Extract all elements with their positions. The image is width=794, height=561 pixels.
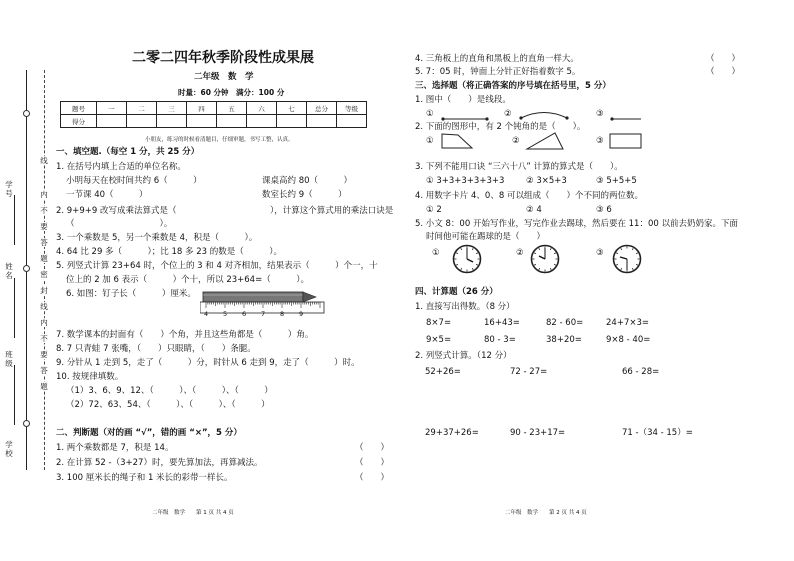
score-input-cell[interactable] bbox=[187, 115, 217, 128]
judge-answer-3[interactable]: （ ） bbox=[355, 473, 390, 483]
seal-line-char: 密 bbox=[40, 270, 48, 279]
section3-title: 三、选择题（将正确答案的序号填在括号里，5 分） bbox=[415, 81, 611, 91]
score-input-cell[interactable] bbox=[337, 115, 367, 128]
q10-text: 10. 按规律填数。 bbox=[56, 372, 124, 382]
score-header-cell: 等级 bbox=[337, 102, 367, 115]
direct-calc-item[interactable]: 24+7×3= bbox=[606, 318, 649, 328]
direct-calc-item[interactable]: 16+43= bbox=[484, 318, 520, 328]
section4-title: 四、计算题（26 分） bbox=[415, 287, 498, 297]
seal-line-char: 内 bbox=[40, 190, 48, 199]
q4-text: 4. 64 比 29 多（ ）；比 18 多 23 的数是（ ）。 bbox=[56, 247, 282, 257]
section2-title: 二、判断题（对的画 “√”，错的画 “×”，5 分） bbox=[56, 428, 242, 438]
s3-q4-text: 4. 用数字卡片 4、0、8 可以组成（ ）个不同的两位数。 bbox=[415, 191, 643, 201]
q6-text: 6. 如图：钉子长（ ）厘米。 bbox=[66, 289, 196, 299]
score-input-cell[interactable] bbox=[127, 115, 157, 128]
q2b-text: （ ）。 bbox=[66, 219, 173, 229]
name-label: 姓名 bbox=[5, 262, 13, 280]
seal-line-char: 线 bbox=[40, 302, 48, 311]
vertical-calc-item[interactable]: 52+26= bbox=[425, 367, 461, 377]
q1-text: 1. 在括号内填上合适的单位名称。 bbox=[56, 162, 186, 172]
seal-line-char: 题 bbox=[40, 254, 48, 263]
judge-answer-4[interactable]: （ ） bbox=[706, 54, 741, 64]
q5-text: 5. 列竖式计算 23+64 时，个位上的 3 和 4 对齐相加，结果表示（ ）个一，十 bbox=[56, 261, 378, 271]
q1b-text: 课桌高约 80（ ） bbox=[262, 176, 353, 186]
s3-q3-opt-2: ② 3×5+3 bbox=[526, 176, 567, 186]
s3-q4-opt-1: ① 2 bbox=[426, 205, 442, 215]
ruler-tick-label: 9 bbox=[299, 310, 304, 318]
clock-marker-2: ② bbox=[516, 248, 524, 258]
score-input-cell[interactable] bbox=[247, 115, 277, 128]
class-write-line bbox=[14, 365, 15, 425]
judge-answer-1[interactable]: （ ） bbox=[355, 443, 390, 453]
score-input-cell[interactable] bbox=[217, 115, 247, 128]
score-input-cell[interactable] bbox=[157, 115, 187, 128]
ruler-tick-label: 8 bbox=[280, 310, 285, 318]
score-input-cell[interactable] bbox=[277, 115, 307, 128]
judge-answer-2[interactable]: （ ） bbox=[355, 458, 390, 468]
seal-line-char: 要 bbox=[40, 222, 48, 231]
judge-item-4: 4. 三角板上的直角和黑板上的直角一样大。 bbox=[415, 54, 579, 64]
class-label: 班级 bbox=[5, 350, 13, 368]
clock-marker-3: ③ bbox=[596, 248, 604, 258]
ruler-tick-label: 5 bbox=[223, 310, 228, 318]
q2-text: 2. 9+9+9 改写成乘法算式是（ ），计算这个算式用的乘法口诀是 bbox=[56, 206, 394, 216]
id-write-line bbox=[14, 195, 15, 245]
exam-title: 二零二四年秋季阶段性成果展 bbox=[132, 50, 314, 66]
seal-line-char: 不 bbox=[40, 206, 48, 215]
direct-calc-item[interactable]: 9×5= bbox=[426, 335, 452, 345]
score-header-cell: 一 bbox=[97, 102, 127, 115]
s3-q1-marker-3: ③ bbox=[596, 109, 604, 119]
judge-item-1: 1. 两个乘数都是 7，积是 14。 bbox=[56, 443, 174, 453]
seal-line-char: 封 bbox=[40, 286, 48, 295]
direct-calc-item[interactable]: 80 - 3= bbox=[484, 335, 516, 345]
clock-3-icon bbox=[612, 244, 642, 278]
s3-q2-marker-3: ③ bbox=[596, 136, 604, 146]
score-header-cell: 总分 bbox=[307, 102, 337, 115]
seal-line-char: 线 bbox=[40, 156, 48, 165]
ray-figure bbox=[609, 109, 643, 128]
q1c-text: 一节课 40（ ） bbox=[66, 190, 148, 200]
id-label: 学号 bbox=[5, 180, 13, 198]
reminder-text: 小朋友，练习的时候看清题目，仔细审题，书写工整，认真。 bbox=[145, 137, 294, 143]
school-label: 学校 bbox=[5, 440, 13, 458]
vertical-calc-item[interactable]: 72 - 27= bbox=[510, 367, 548, 377]
vertical-calc-item[interactable]: 71 -（34 - 15）= bbox=[622, 428, 693, 438]
s3-q4-opt-2: ② 4 bbox=[526, 205, 542, 215]
time-info: 时量：60 分钟 满分：100 分 bbox=[178, 88, 285, 97]
q1a-text: 小明每天在校时间共约 6（ ） bbox=[66, 176, 202, 186]
judge-item-2: 2. 在计算 52 -（3+27）时，要先算加法，再算减法。 bbox=[56, 458, 263, 468]
seal-line-char: 答 bbox=[40, 366, 48, 375]
score-row-label: 得分 bbox=[61, 115, 97, 128]
seal-line-char: 不 bbox=[40, 334, 48, 343]
score-header-cell: 三 bbox=[157, 102, 187, 115]
score-input-cell[interactable] bbox=[97, 115, 127, 128]
vertical-calc-item[interactable]: 90 - 23+17= bbox=[510, 428, 566, 438]
s3-q1-text: 1. 图中（ ）是线段。 bbox=[415, 95, 511, 105]
clock-2-icon bbox=[530, 244, 560, 278]
q1d-text: 数室长约 9（ ） bbox=[262, 190, 347, 200]
score-header-cell: 五 bbox=[217, 102, 247, 115]
s3-q3-text: 3. 下列不能用口诀 “三六十八” 计算的算式是（ ）。 bbox=[415, 162, 623, 172]
direct-calc-item[interactable]: 8×7= bbox=[426, 318, 452, 328]
s3-q4-opt-3: ③ 6 bbox=[596, 205, 612, 215]
q9-text: 9. 分针从 1 走到 5，走了（ ）分，时针从 6 走到 9，走了（ ）时。 bbox=[56, 358, 360, 368]
name-write-line bbox=[14, 278, 15, 338]
s3-q3-opt-3: ③ 5+5+5 bbox=[596, 176, 637, 186]
s3-q5-text: 5. 小文 8：00 开始写作业，写完作业去踢球，然后要在 11：00 以前去奶奶家。下面 bbox=[415, 219, 738, 229]
q10b-text: （2）72、63、54、（ ）、（ ）、（ ） bbox=[66, 400, 270, 410]
q8-text: 8. 7 只青蛙 7 张嘴，（ ）只眼睛，（ ）条腿。 bbox=[56, 344, 256, 354]
quadrilateral-figure bbox=[440, 132, 474, 154]
binding-hole-icon bbox=[23, 420, 30, 427]
s3-q5b-text: 时间他可能在踢球的是（ ） bbox=[426, 232, 546, 242]
seal-line-char: 答 bbox=[40, 238, 48, 247]
seal-line-char: 内 bbox=[40, 318, 48, 327]
seal-line-char: 要 bbox=[40, 350, 48, 359]
s3-q1-marker-2: ② bbox=[504, 109, 512, 119]
clock-marker-1: ① bbox=[432, 248, 440, 258]
judge-item-3: 3. 100 厘米长的绳子和 1 米长的彩带一样长。 bbox=[56, 473, 233, 483]
s4-q2-text: 2. 列竖式计算。（12 分） bbox=[415, 351, 512, 361]
score-input-cell[interactable] bbox=[307, 115, 337, 128]
vertical-calc-item[interactable]: 29+37+26= bbox=[425, 428, 479, 438]
s3-q2-marker-1: ① bbox=[426, 136, 434, 146]
binding-hole-icon bbox=[23, 110, 30, 117]
score-header-cell: 四 bbox=[187, 102, 217, 115]
nail-ruler-figure bbox=[200, 289, 325, 327]
direct-calc-item[interactable]: 9×8 - 40= bbox=[606, 335, 651, 345]
seal-line-char: 题 bbox=[40, 382, 48, 391]
clock-1-icon bbox=[452, 244, 482, 278]
section1-title: 一、填空题.（每空 1 分，共 25 分） bbox=[56, 147, 200, 157]
score-header-cell: 题号 bbox=[61, 102, 97, 115]
triangle-figure bbox=[525, 131, 565, 155]
ruler-tick-label: 6 bbox=[242, 310, 247, 318]
direct-calc-item[interactable]: 82 - 60= bbox=[546, 318, 584, 328]
judge-answer-5[interactable]: （ ） bbox=[706, 67, 741, 77]
score-header-cell: 二 bbox=[127, 102, 157, 115]
s3-q3-opt-1: ① 3+3+3+3+3+3 bbox=[426, 176, 505, 186]
q5b-text: 位上的 2 加 6 表示（ ）个十，所以 23+64=（ ）。 bbox=[66, 275, 309, 285]
footer-right: 二年级 数学 第 2 页 共 4 页 bbox=[505, 510, 587, 516]
rectangle-figure bbox=[609, 132, 643, 154]
score-header-cell: 六 bbox=[247, 102, 277, 115]
ruler-tick-label: 4 bbox=[204, 310, 209, 318]
score-table bbox=[60, 101, 367, 128]
s3-q2-marker-2: ② bbox=[512, 136, 520, 146]
ruler-tick-label: 7 bbox=[261, 310, 266, 318]
binding-hole-icon bbox=[23, 265, 30, 272]
vertical-calc-item[interactable]: 66 - 28= bbox=[622, 367, 660, 377]
q10a-text: （1）3、6、9、12、（ ）、（ ）、（ ） bbox=[66, 386, 273, 396]
footer-left: 二年级 数学 第 1 页 共 4 页 bbox=[152, 510, 234, 516]
s3-q2-text: 2. 下面的图形中，有 2 个钝角的是（ ）。 bbox=[415, 122, 586, 132]
score-header-cell: 七 bbox=[277, 102, 307, 115]
s4-q1-text: 1. 直接写出得数。（8 分） bbox=[415, 302, 515, 312]
q7-text: 7. 数学课本的封面有（ ）个角，并且这些角都是（ ）角。 bbox=[56, 330, 314, 340]
q3-text: 3. 一个乘数是 5，另一个乘数是 4，积是（ ）。 bbox=[56, 233, 258, 243]
judge-item-5: 5. 7：05 时，钟面上分针正好指着数字 5。 bbox=[415, 67, 581, 77]
s3-q1-marker-1: ① bbox=[426, 109, 434, 119]
grade-subject: 二年级 数 学 bbox=[194, 72, 254, 82]
direct-calc-item[interactable]: 38+20= bbox=[546, 335, 582, 345]
